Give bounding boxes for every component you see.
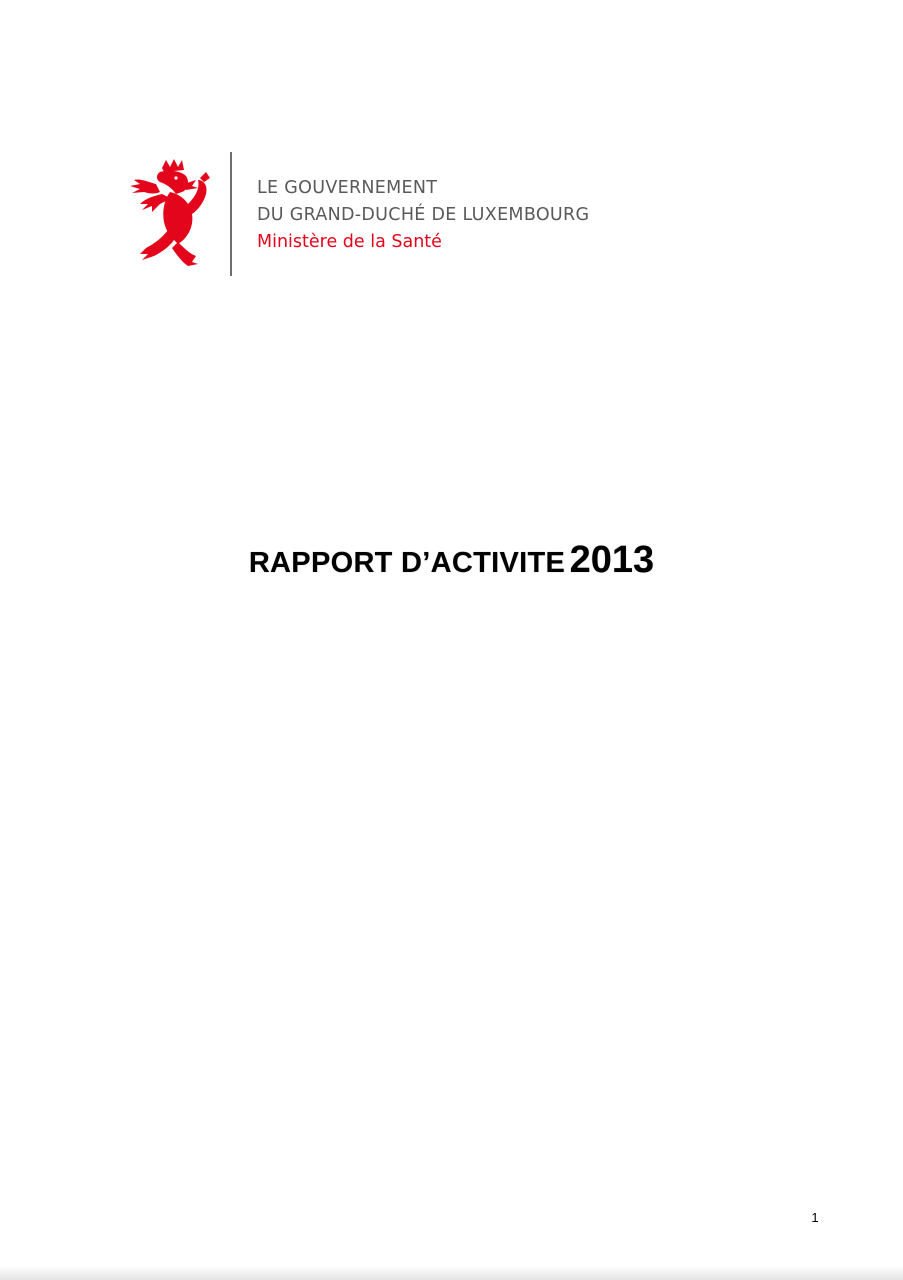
page-number: 1 <box>811 1210 819 1225</box>
gov-line-2: DU GRAND-DUCHÉ DE LUXEMBOURG <box>257 205 590 225</box>
government-logo <box>126 150 646 280</box>
report-year: 2013 <box>569 539 655 581</box>
page-bottom-shadow <box>0 1266 903 1280</box>
logo-divider <box>230 152 232 276</box>
red-lion-icon <box>126 158 212 268</box>
government-name <box>257 175 589 256</box>
report-title <box>0 539 903 582</box>
ministry-name: Ministère de la Santé <box>257 232 442 252</box>
gov-line-1: LE GOUVERNEMENT <box>257 178 438 198</box>
report-title-text: RAPPORT D’ACTIVITE <box>248 547 566 579</box>
